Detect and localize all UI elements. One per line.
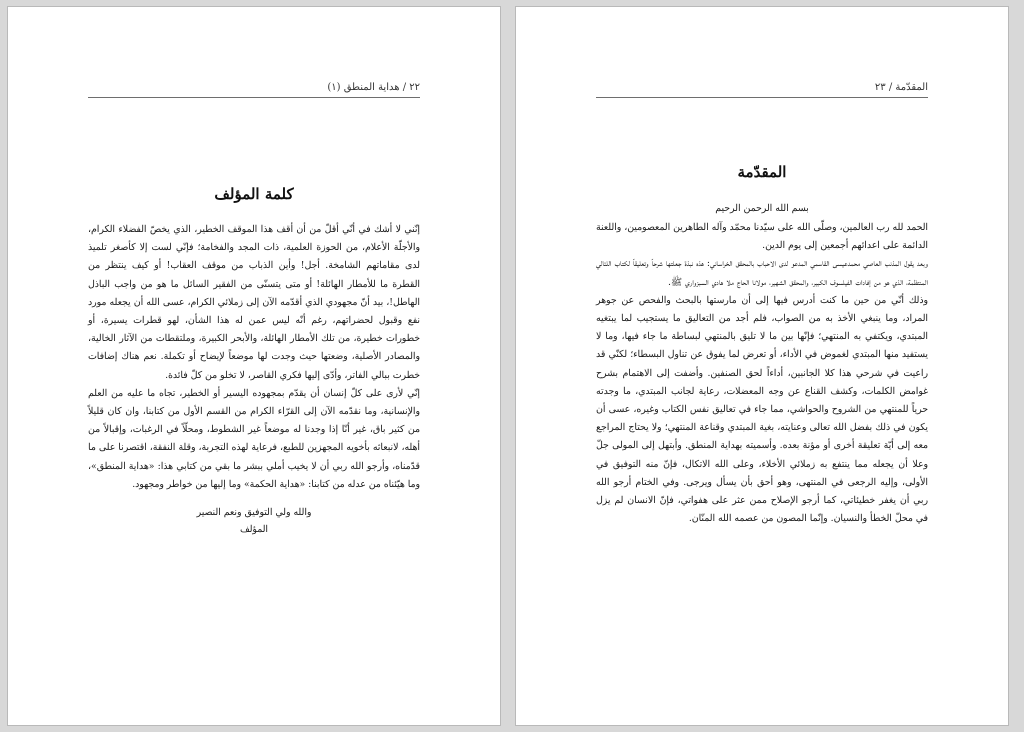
right-body-text	[596, 219, 928, 528]
right-page	[515, 6, 1009, 726]
right-paragraph-1: الحمد لله رب العالمين، وصلّى الله على سيّدنا محمّد وآله الطاهرين المعصومين، واللعنة الدائمة على اعدائهم أجمعين إلى يوم الدين.	[595, 222, 928, 252]
left-closing	[88, 504, 420, 538]
right-running-head: المقدّمة / ٢٣	[596, 81, 928, 98]
closing-line-1: والله ولي التوفيق ونعم النصير	[196, 507, 312, 519]
basmala: بسم الله الرحمن الرحيم	[715, 203, 809, 214]
left-chapter-title: كلمة المؤلف	[214, 185, 294, 203]
closing-signature: المؤلف	[239, 524, 269, 536]
left-running-head: ٢٢ / هداية المنطق (١)	[88, 81, 420, 98]
left-paragraph-2: إنّي لأرى على كلّ إنسان أن يقدّم بمجهوده اليسير أو الخطير، تجاه ما عليه من العلم والإنسانية، وما نقدّمه الآن إلى القرّاء الكرام من القسم الأول من كتابنا، وان كان قليلاً من كثير باق، غير أنّا إذا وجدنا له موضعاً غير الشطوط، ومحلّاً في الرغبات، وإقبالاً من أهله، لانبعاثه بأخويه المجهزين للطبع، فرعاية لهذه التجربة، وقلة النفقة، اقتصرنا على ما قدّمناه، وأرجو الله ربي أن لا يخيب أملي ببشر ما بقي من كتابي هذا: «هداية المنطق»، وما هيّئناه من عدله من كتابنا: «هداية الحكمة» وما إليها من خواطر ومجهود.	[88, 387, 420, 490]
right-paragraph-2: وبعد يقول المذنب العاصي محمدعيسى القاسمي المدعو لدى الاحباب بالمحقق الخراساني: هذه نبذة جعلتها شرحاً وتعليقاً لكتاب اللئالي المنتظمة، الذي هو من إفادات الفيلسوف الكبير، والمحقق الشهير، مولانا الحاج ملا هادي السبزواري ﷺ.	[596, 258, 928, 288]
left-page	[7, 6, 501, 726]
left-paragraph-1: إنّني لا أشك في أنّي أقلّ من أن أقف هذا الموقف الخطير، الذي يخصّ الفضلاء الكرام، والأجلّة الأعلام، من الحوزة العلمية، ذات المجد والفخامة؛ فإنّي لست إلا كأصغر تلميذ لدى مقاماتهم الشامخة. أجل! وأين الذباب من موقف العقاب! أو كيف ينتظر من القطرة ما للأمطار الهائلة! أو متى يتسنّى من الفقير السائل ما هو من واجب الباذل الهاطل!، بيد أنّ مجهودي الذي أقدّمه الآن إلى زملائي الكرام، عسى الله أن يجعله مورد نفع وقبول لحضراتهم، رغم أنّه ليس عمن له هذا الشأن، لهو قطرات يسيرة، أو خطورات خطيرة، من تلك الأمطار الهائلة، والأبحر الكبيرة، وملتقطات من الآثار الخالية، والمصادر الأصلية، وضعتها حيث وجدت لها موضعاً لإيضاح أو تكملة. نعم هناك إضافات خطرت ببالي الفاتر، وأدّى إليها فكري القاصر، لا تخلو من كلّ فائدة.	[88, 224, 420, 381]
right-chapter-title: المقدّمة	[737, 163, 787, 181]
right-paragraph-3: وذلك أنّي من حين ما كنت أدرس فيها إلى أن مارستها بالبحث والفحص عن جوهر المراد، وما ينبغي الأخذ به من الصواب، فلم أجد من التعاليق ما يستجيب لما يبتغيه المبتدي، ويكتفي به المنتهي؛ فإنّها بين ما لا تليق بالمنتهي لبساطة ما جاء فيها، وما لا يستفيد منها المبتدي لغموض في الأداء، أو تعرض لما يفوق عن تناول البسطاء؛ لكنّي قد راعيت في شرحي هذا كلا الجانبين، أداءاً لحق الصنفين. وأضفت إلى الاهتمام بشرح غوامض الكلمات، وكشف القناع عن وجه المعضلات، رعاية لجانب المبتدي، ما وجدته حرياً للمنتهي من الشروح والحواشي، مما جاء في تعاليق نفس الكتاب وغيره، عسى أن يكون في ذلك بفضل الله تعالى وعنايته، بغية المبتدي وقناعة المنتهي؛ ولا يحتاج المراجع معه إلى أيّة تعليقة أخرى أو مؤنة بعده. وأسميته بهداية المنطق. وأبتهل إلى المولى جلّ وعلا أن يجعله مما ينتفع به زملائي الأخلاء، وعلى الله الاتكال، فإنّ منه التوفيق في الأولى، وإليه الرجعى في المنتهى، وهو أحق بأن يسأل ويرجى. وفي الختام أرجو الله ربي أن يغفر خطيئاتي، كما أرجو الإصلاح ممن عثر على هفواتي، فإنّ الانسان لم يزل في محلّ الخطأ والنسيان. وإنّما المصون من عصمه الله المنّان.	[596, 294, 928, 525]
left-body-text	[88, 221, 420, 538]
